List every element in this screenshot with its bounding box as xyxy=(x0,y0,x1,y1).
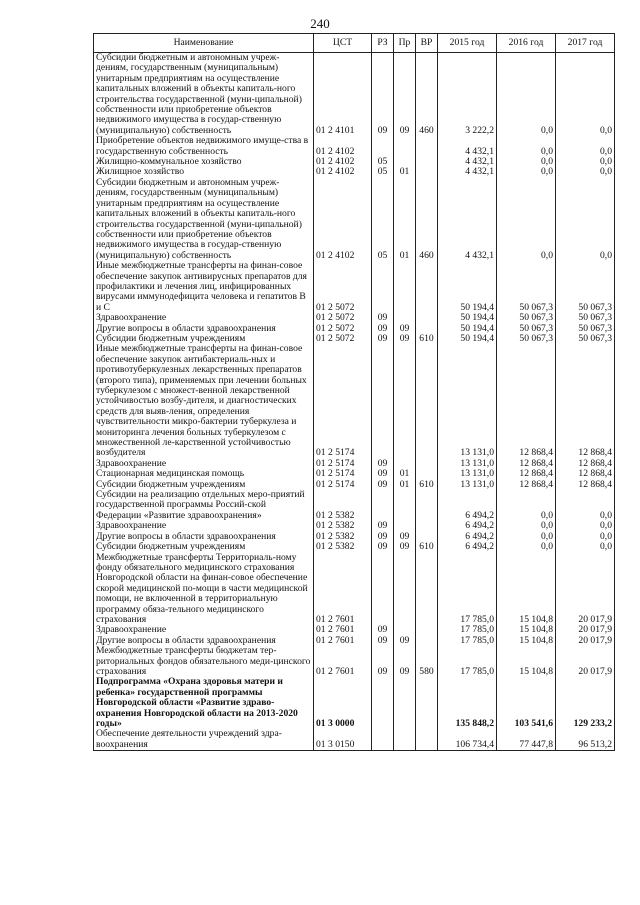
cell-name: Иные межбюджетные трансферты на финан-совое обеспечение закупок антивирусных препаратов для профилактики и лечения лиц, инфицированных вирусами иммунодефицита человека и гепатитов B и C xyxy=(94,261,314,313)
table-row xyxy=(94,490,615,521)
cell-name: Субсидии на реализацию отдельных меро-приятий государственной программы Россий-ской Федерации «Развитие здравоохранения» xyxy=(94,490,314,521)
cell-vr xyxy=(416,136,438,157)
cell-pr xyxy=(394,729,416,750)
cell-vr: 610 xyxy=(416,542,438,552)
cell-rz xyxy=(372,261,394,313)
cell-rz xyxy=(372,677,394,729)
cell-2015: 17 785,0 xyxy=(438,646,497,677)
cell-2015: 13 131,0 xyxy=(438,480,497,490)
cell-pr: 09 xyxy=(394,324,416,334)
cell-pr xyxy=(394,344,416,458)
cell-rz xyxy=(372,344,394,458)
cell-2016: 15 104,8 xyxy=(497,636,556,646)
cell-2016: 0,0 xyxy=(497,136,556,157)
cell-pr xyxy=(394,261,416,313)
cell-2016: 50 067,3 xyxy=(497,313,556,323)
table-row xyxy=(94,553,615,626)
cell-vr xyxy=(416,344,438,458)
table-row xyxy=(94,178,615,261)
cell-pr: 01 xyxy=(394,480,416,490)
cell-rz: 09 xyxy=(372,625,394,635)
cell-pr: 09 xyxy=(394,646,416,677)
cell-rz: 09 xyxy=(372,313,394,323)
cell-2016: 0,0 xyxy=(497,167,556,177)
cell-name: Другие вопросы в области здравоохранения xyxy=(94,532,314,542)
cell-2016: 12 868,4 xyxy=(497,459,556,469)
cell-2017: 50 067,3 xyxy=(556,334,615,344)
cell-name: Другие вопросы в области здравоохранения xyxy=(94,324,314,334)
cell-cst: 01 2 5174 xyxy=(314,459,372,469)
cell-rz: 09 xyxy=(372,480,394,490)
cell-name: Обеспечение деятельности учреждений здра-воохранения xyxy=(94,729,314,750)
cell-vr xyxy=(416,167,438,177)
cell-2017: 12 868,4 xyxy=(556,469,615,479)
cell-cst: 01 3 0000 xyxy=(314,677,372,729)
cell-pr: 09 xyxy=(394,334,416,344)
table-row xyxy=(94,261,615,313)
cell-cst: 01 2 5072 xyxy=(314,324,372,334)
cell-2015: 3 222,2 xyxy=(438,53,497,137)
cell-2015: 135 848,2 xyxy=(438,677,497,729)
header-pr: Пр xyxy=(394,34,416,53)
cell-rz xyxy=(372,729,394,750)
cell-rz: 09 xyxy=(372,542,394,552)
cell-name: Здравоохранение xyxy=(94,459,314,469)
cell-rz: 05 xyxy=(372,167,394,177)
cell-2017: 20 017,9 xyxy=(556,636,615,646)
cell-name: Субсидии бюджетным и автономным учреж-дениям, государственным (муниципальным) унитарным предприятиям на осуществление капитальных вложений в объекты капиталь-ного строительства государственной (муни-ципальной) собственности или приобретение объектов недвижимого имущества в государ-ственную (муниципальную) собственность xyxy=(94,53,314,137)
cell-cst: 01 2 7601 xyxy=(314,625,372,635)
cell-vr: 610 xyxy=(416,334,438,344)
cell-2017: 0,0 xyxy=(556,178,615,261)
cell-2017: 20 017,9 xyxy=(556,646,615,677)
cell-vr xyxy=(416,521,438,531)
cell-2015: 50 194,4 xyxy=(438,324,497,334)
header-cst: ЦСТ xyxy=(314,34,372,53)
cell-2017: 0,0 xyxy=(556,167,615,177)
cell-2015: 6 494,2 xyxy=(438,490,497,521)
cell-cst: 01 2 5072 xyxy=(314,334,372,344)
cell-vr xyxy=(416,157,438,167)
cell-cst: 01 2 5072 xyxy=(314,313,372,323)
cell-name: Межбюджетные трансферты Территориаль-ному фонду обязательного медицинского страхования Новгородской области на финан-совое обеспечение скорой медицинской по-мощи в части медицинской помощи, не включенной в территориальную программу обяза-тельного медицинского страхования xyxy=(94,553,314,626)
cell-2016: 0,0 xyxy=(497,490,556,521)
cell-vr xyxy=(416,459,438,469)
budget-table xyxy=(93,33,615,751)
cell-2015: 6 494,2 xyxy=(438,521,497,531)
cell-pr xyxy=(394,490,416,521)
cell-cst: 01 2 5072 xyxy=(314,261,372,313)
cell-name: Приобретение объектов недвижимого имуще-ства в государственную собственность xyxy=(94,136,314,157)
cell-rz xyxy=(372,490,394,521)
cell-rz xyxy=(372,136,394,157)
cell-2017: 50 067,3 xyxy=(556,313,615,323)
cell-2017: 20 017,9 xyxy=(556,625,615,635)
page-number: 240 xyxy=(310,16,330,31)
cell-name: Здравоохранение xyxy=(94,625,314,635)
cell-pr xyxy=(394,136,416,157)
table-row xyxy=(94,344,615,458)
cell-2017: 0,0 xyxy=(556,157,615,167)
cell-2015: 17 785,0 xyxy=(438,636,497,646)
cell-pr xyxy=(394,313,416,323)
cell-cst: 01 2 7601 xyxy=(314,636,372,646)
cell-2016: 15 104,8 xyxy=(497,553,556,626)
cell-name: Здравоохранение xyxy=(94,521,314,531)
cell-2016: 0,0 xyxy=(497,542,556,552)
cell-pr: 01 xyxy=(394,167,416,177)
cell-pr: 09 xyxy=(394,532,416,542)
cell-cst: 01 2 5382 xyxy=(314,542,372,552)
cell-name: Жилищное хозяйство xyxy=(94,167,314,177)
cell-vr xyxy=(416,677,438,729)
cell-name: Жилищно-коммунальное хозяйство xyxy=(94,157,314,167)
cell-2016: 15 104,8 xyxy=(497,625,556,635)
cell-2017: 129 233,2 xyxy=(556,677,615,729)
cell-2017: 50 067,3 xyxy=(556,261,615,313)
cell-name: Стационарная медицинская помощь xyxy=(94,469,314,479)
cell-rz: 09 xyxy=(372,334,394,344)
table-row xyxy=(94,729,615,750)
cell-2015: 4 432,1 xyxy=(438,178,497,261)
cell-2016: 12 868,4 xyxy=(497,480,556,490)
cell-2017: 50 067,3 xyxy=(556,324,615,334)
cell-2017: 0,0 xyxy=(556,136,615,157)
cell-rz: 09 xyxy=(372,53,394,137)
cell-2015: 50 194,4 xyxy=(438,334,497,344)
cell-rz: 09 xyxy=(372,521,394,531)
cell-cst: 01 2 5174 xyxy=(314,344,372,458)
cell-2015: 106 734,4 xyxy=(438,729,497,750)
cell-cst: 01 2 7601 xyxy=(314,553,372,626)
header-2016: 2016 год xyxy=(497,34,556,53)
cell-2015: 4 432,1 xyxy=(438,167,497,177)
cell-2015: 13 131,0 xyxy=(438,469,497,479)
cell-2016: 0,0 xyxy=(497,157,556,167)
cell-name: Субсидии бюджетным учреждениям xyxy=(94,480,314,490)
cell-vr xyxy=(416,625,438,635)
cell-2017: 0,0 xyxy=(556,542,615,552)
cell-vr: 460 xyxy=(416,178,438,261)
cell-2017: 0,0 xyxy=(556,53,615,137)
cell-pr: 01 xyxy=(394,178,416,261)
header-vr: ВР xyxy=(416,34,438,53)
cell-name: Субсидии бюджетным учреждениям xyxy=(94,334,314,344)
table-row xyxy=(94,53,615,137)
cell-2015: 17 785,0 xyxy=(438,553,497,626)
cell-name: Здравоохранение xyxy=(94,313,314,323)
cell-2015: 4 432,1 xyxy=(438,157,497,167)
cell-rz: 09 xyxy=(372,459,394,469)
cell-pr: 09 xyxy=(394,636,416,646)
cell-vr xyxy=(416,729,438,750)
cell-2015: 50 194,4 xyxy=(438,261,497,313)
cell-cst: 01 2 7601 xyxy=(314,646,372,677)
cell-rz: 05 xyxy=(372,178,394,261)
table-row xyxy=(94,542,615,552)
table-header-row xyxy=(94,34,615,53)
cell-2016: 77 447,8 xyxy=(497,729,556,750)
cell-rz: 09 xyxy=(372,532,394,542)
cell-2016: 50 067,3 xyxy=(497,334,556,344)
cell-rz xyxy=(372,553,394,626)
cell-2016: 12 868,4 xyxy=(497,469,556,479)
cell-cst: 01 2 5382 xyxy=(314,521,372,531)
table-row xyxy=(94,646,615,677)
cell-2015: 50 194,4 xyxy=(438,313,497,323)
cell-vr: 610 xyxy=(416,480,438,490)
cell-2016: 50 067,3 xyxy=(497,324,556,334)
cell-cst: 01 2 4101 xyxy=(314,53,372,137)
table-row xyxy=(94,677,615,729)
cell-2017: 0,0 xyxy=(556,521,615,531)
cell-2017: 96 513,2 xyxy=(556,729,615,750)
cell-2015: 17 785,0 xyxy=(438,625,497,635)
cell-vr xyxy=(416,636,438,646)
cell-2017: 0,0 xyxy=(556,532,615,542)
cell-rz: 09 xyxy=(372,646,394,677)
cell-2016: 0,0 xyxy=(497,532,556,542)
cell-2017: 20 017,9 xyxy=(556,553,615,626)
cell-2016: 50 067,3 xyxy=(497,261,556,313)
cell-cst: 01 2 5174 xyxy=(314,480,372,490)
cell-vr: 580 xyxy=(416,646,438,677)
table-row xyxy=(94,136,615,157)
cell-2015: 6 494,2 xyxy=(438,542,497,552)
cell-cst: 01 3 0150 xyxy=(314,729,372,750)
cell-2017: 12 868,4 xyxy=(556,459,615,469)
cell-cst: 01 2 5174 xyxy=(314,469,372,479)
cell-cst: 01 2 4102 xyxy=(314,157,372,167)
cell-2015: 4 432,1 xyxy=(438,136,497,157)
cell-name: Иные межбюджетные трансферты на финан-совое обеспечение закупок антибактериаль-ных и противотуберкулезных лекарственных препаратов (второго типа), применяемых при лечении больных туберкулезом с множест-венной лекарственной устойчивостью возбу-дителя, и диагностических средств для выяв-ления, определения чувствительности микро-бактерии туберкулеза и мониторинга лечения больных туберкулезом с множественной ле-карственной устойчивостью возбудителя xyxy=(94,344,314,458)
cell-cst: 01 2 5382 xyxy=(314,490,372,521)
header-2015: 2015 год xyxy=(438,34,497,53)
cell-cst: 01 2 4102 xyxy=(314,136,372,157)
cell-pr xyxy=(394,553,416,626)
cell-vr xyxy=(416,313,438,323)
cell-cst: 01 2 4102 xyxy=(314,167,372,177)
cell-vr xyxy=(416,490,438,521)
cell-2015: 6 494,2 xyxy=(438,532,497,542)
cell-rz: 09 xyxy=(372,469,394,479)
table-row xyxy=(94,313,615,323)
cell-name: Субсидии бюджетным и автономным учреж-дениям, государственным (муниципальным) унитарным предприятиям на осуществление капитальных вложений в объекты капиталь-ного строительства государственной (муни-ципальной) собственности или приобретение объектов недвижимого имущества в государ-ственную (муниципальную) собственность xyxy=(94,178,314,261)
header-name: Наименование xyxy=(94,34,314,53)
cell-rz: 09 xyxy=(372,636,394,646)
cell-cst: 01 2 4102 xyxy=(314,178,372,261)
cell-rz: 05 xyxy=(372,157,394,167)
header-2017: 2017 год xyxy=(556,34,615,53)
cell-name: Другие вопросы в области здравоохранения xyxy=(94,636,314,646)
cell-cst: 01 2 5382 xyxy=(314,532,372,542)
cell-pr: 01 xyxy=(394,469,416,479)
cell-2017: 0,0 xyxy=(556,490,615,521)
cell-2015: 13 131,0 xyxy=(438,459,497,469)
cell-name: Субсидии бюджетным учреждениям xyxy=(94,542,314,552)
cell-2016: 0,0 xyxy=(497,521,556,531)
cell-2016: 0,0 xyxy=(497,53,556,137)
header-rz: РЗ xyxy=(372,34,394,53)
cell-rz: 09 xyxy=(372,324,394,334)
cell-pr xyxy=(394,677,416,729)
cell-2015: 13 131,0 xyxy=(438,344,497,458)
cell-vr xyxy=(416,553,438,626)
cell-name: Подпрограмма «Охрана здоровья матери и ребенка» государственной программы Новгородской области «Развитие здраво-охранения Новгородской области на 2013-2020 годы» xyxy=(94,677,314,729)
cell-vr xyxy=(416,261,438,313)
cell-2016: 15 104,8 xyxy=(497,646,556,677)
cell-2016: 12 868,4 xyxy=(497,344,556,458)
cell-name: Межбюджетные трансферты бюджетам тер-риториальных фондов обязательного меди-цинского страхования xyxy=(94,646,314,677)
cell-2017: 12 868,4 xyxy=(556,480,615,490)
cell-2016: 0,0 xyxy=(497,178,556,261)
cell-pr: 09 xyxy=(394,542,416,552)
cell-pr: 09 xyxy=(394,53,416,137)
cell-vr: 460 xyxy=(416,53,438,137)
cell-2017: 12 868,4 xyxy=(556,344,615,458)
cell-2016: 103 541,6 xyxy=(497,677,556,729)
